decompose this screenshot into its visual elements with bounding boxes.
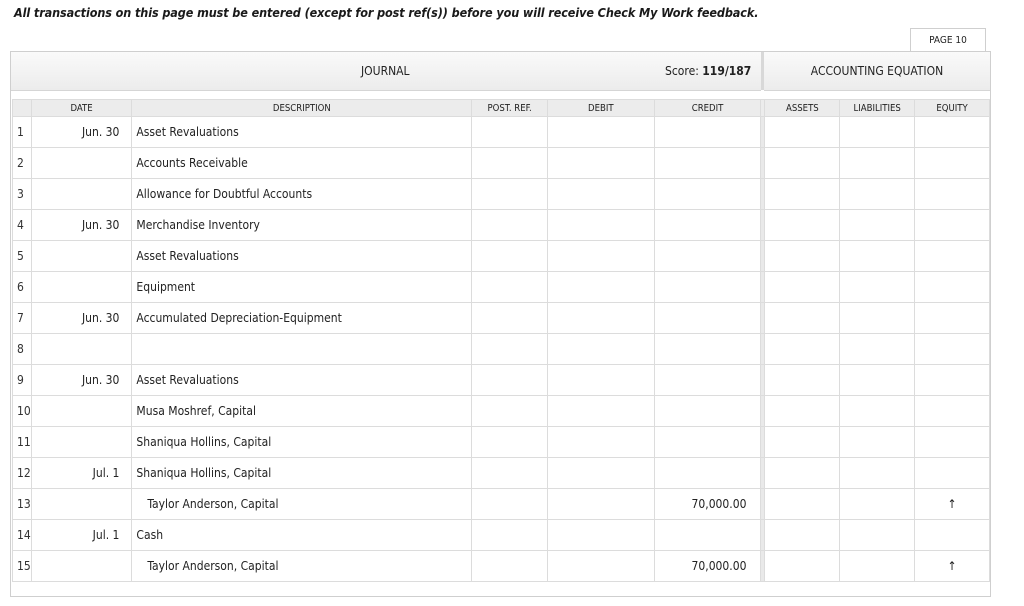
row-number: 5: [13, 241, 32, 272]
date-cell[interactable]: [31, 272, 132, 303]
description-cell[interactable]: Equipment: [132, 272, 472, 303]
post-ref-cell[interactable]: [472, 334, 548, 365]
debit-cell[interactable]: [548, 210, 655, 241]
table-row: [13, 365, 990, 396]
debit-cell[interactable]: [548, 396, 655, 427]
credit-cell[interactable]: [654, 148, 761, 179]
table-row: [13, 489, 990, 520]
debit-cell[interactable]: [548, 272, 655, 303]
row-number: 13: [13, 489, 32, 520]
row-number: 6: [13, 272, 32, 303]
equity-cell[interactable]: [915, 117, 990, 148]
credit-cell[interactable]: 70,000.00: [654, 489, 761, 520]
row-number: 8: [13, 334, 32, 365]
date-cell[interactable]: [31, 551, 132, 582]
description-cell[interactable]: Accounts Receivable: [132, 148, 472, 179]
equity-cell[interactable]: [915, 520, 990, 551]
description-cell[interactable]: Merchandise Inventory: [132, 210, 472, 241]
equity-cell[interactable]: [915, 396, 990, 427]
date-cell[interactable]: Jul. 1: [31, 520, 132, 551]
liabilities-cell[interactable]: [840, 179, 915, 210]
equity-cell[interactable]: [915, 179, 990, 210]
debit-cell[interactable]: [548, 334, 655, 365]
journal-header: [11, 52, 761, 91]
table-row: [13, 427, 990, 458]
liabilities-cell[interactable]: [840, 551, 915, 582]
date-cell[interactable]: Jun. 30: [31, 303, 132, 334]
credit-cell[interactable]: [654, 241, 761, 272]
liabilities-cell[interactable]: [840, 520, 915, 551]
liabilities-cell[interactable]: [840, 427, 915, 458]
post-ref-cell[interactable]: [472, 489, 548, 520]
liabilities-cell[interactable]: [840, 303, 915, 334]
debit-cell[interactable]: [548, 551, 655, 582]
row-number: 7: [13, 303, 32, 334]
score-display: [665, 64, 751, 78]
assets-cell[interactable]: [765, 179, 840, 210]
page-tab: PAGE 10: [910, 28, 986, 53]
assets-column-header: ASSETS: [765, 100, 840, 117]
equity-column-header: EQUITY: [915, 100, 990, 117]
table-row: [13, 396, 990, 427]
post-ref-cell[interactable]: [472, 148, 548, 179]
liabilities-cell[interactable]: [840, 117, 915, 148]
debit-column-header: DEBIT: [548, 100, 655, 117]
table-row: [13, 241, 990, 272]
liabilities-cell[interactable]: [840, 241, 915, 272]
debit-cell[interactable]: [548, 241, 655, 272]
equity-cell[interactable]: [915, 272, 990, 303]
table-row: [13, 117, 990, 148]
post-ref-cell[interactable]: [472, 427, 548, 458]
date-cell[interactable]: [31, 427, 132, 458]
description-cell[interactable]: Accumulated Depreciation-Equipment: [132, 303, 472, 334]
liabilities-cell[interactable]: [840, 365, 915, 396]
column-header-row: [13, 100, 990, 117]
date-cell[interactable]: Jun. 30: [31, 365, 132, 396]
description-cell[interactable]: Cash: [132, 520, 472, 551]
date-cell[interactable]: [31, 489, 132, 520]
table-row: [13, 179, 990, 210]
credit-cell[interactable]: [654, 396, 761, 427]
assets-cell[interactable]: [765, 396, 840, 427]
description-cell[interactable]: Shaniqua Hollins, Capital: [132, 427, 472, 458]
equity-cell[interactable]: [915, 458, 990, 489]
date-cell[interactable]: [31, 179, 132, 210]
assets-cell[interactable]: [765, 334, 840, 365]
equity-cell[interactable]: [915, 427, 990, 458]
assets-cell[interactable]: [765, 458, 840, 489]
assets-cell[interactable]: [765, 272, 840, 303]
date-column-header: DATE: [31, 100, 132, 117]
table-row: [13, 148, 990, 179]
description-cell[interactable]: Shaniqua Hollins, Capital: [132, 458, 472, 489]
date-cell[interactable]: [31, 334, 132, 365]
liabilities-cell[interactable]: [840, 489, 915, 520]
description-cell[interactable]: [132, 334, 472, 365]
table-row: [13, 272, 990, 303]
assets-cell[interactable]: [765, 427, 840, 458]
debit-cell[interactable]: [548, 179, 655, 210]
post-ref-cell[interactable]: [472, 551, 548, 582]
post-ref-cell[interactable]: [472, 458, 548, 489]
assets-cell[interactable]: [765, 551, 840, 582]
date-cell[interactable]: Jul. 1: [31, 458, 132, 489]
assets-cell[interactable]: [765, 210, 840, 241]
post-ref-cell[interactable]: [472, 365, 548, 396]
description-cell[interactable]: Asset Revaluations: [132, 117, 472, 148]
accounting-equation-title: ACCOUNTING EQUATION: [810, 64, 944, 78]
credit-cell[interactable]: [654, 458, 761, 489]
debit-cell[interactable]: [548, 427, 655, 458]
table-row: [13, 210, 990, 241]
liabilities-column-header: LIABILITIES: [840, 100, 915, 117]
date-cell[interactable]: Jun. 30: [31, 210, 132, 241]
debit-cell[interactable]: [548, 520, 655, 551]
liabilities-cell[interactable]: [840, 148, 915, 179]
debit-cell[interactable]: [548, 148, 655, 179]
table-row: [13, 334, 990, 365]
credit-cell[interactable]: [654, 179, 761, 210]
instruction-text: All transactions on this page must be entered (except for post ref(s)) before you will receive Check My Work feedback.: [14, 5, 759, 20]
credit-cell[interactable]: [654, 334, 761, 365]
assets-cell[interactable]: [765, 520, 840, 551]
description-cell[interactable]: Taylor Anderson, Capital: [132, 551, 472, 582]
row-number: 14: [13, 520, 32, 551]
assets-cell[interactable]: [765, 303, 840, 334]
equity-cell[interactable]: [915, 365, 990, 396]
accounting-equation-header: [764, 52, 990, 91]
equity-cell[interactable]: [915, 148, 990, 179]
liabilities-cell[interactable]: [840, 458, 915, 489]
liabilities-cell[interactable]: [840, 334, 915, 365]
equity-cell[interactable]: [915, 210, 990, 241]
row-number-header: [13, 100, 32, 117]
row-number: 1: [13, 117, 32, 148]
assets-cell[interactable]: [765, 148, 840, 179]
credit-cell[interactable]: [654, 303, 761, 334]
date-cell[interactable]: Jun. 30: [31, 117, 132, 148]
credit-cell[interactable]: 70,000.00: [654, 551, 761, 582]
equity-cell[interactable]: [915, 241, 990, 272]
description-cell[interactable]: Musa Moshref, Capital: [132, 396, 472, 427]
liabilities-cell[interactable]: [840, 396, 915, 427]
post-ref-cell[interactable]: [472, 272, 548, 303]
post-ref-column-header: POST. REF.: [472, 100, 548, 117]
equity-cell[interactable]: ↑: [915, 489, 990, 520]
assets-cell[interactable]: [765, 241, 840, 272]
date-cell[interactable]: [31, 396, 132, 427]
credit-cell[interactable]: [654, 427, 761, 458]
credit-cell[interactable]: [654, 520, 761, 551]
post-ref-cell[interactable]: [472, 117, 548, 148]
liabilities-cell[interactable]: [840, 272, 915, 303]
credit-cell[interactable]: [654, 365, 761, 396]
description-column-header: DESCRIPTION: [132, 100, 472, 117]
score-value: 119/187: [702, 64, 752, 78]
equity-cell[interactable]: ↑: [915, 551, 990, 582]
date-cell[interactable]: [31, 148, 132, 179]
assets-cell[interactable]: [765, 365, 840, 396]
row-number: 15: [13, 551, 32, 582]
post-ref-cell[interactable]: [472, 241, 548, 272]
score-label: Score:: [665, 64, 699, 78]
post-ref-cell[interactable]: [472, 210, 548, 241]
table-row: [13, 520, 990, 551]
row-number: 12: [13, 458, 32, 489]
debit-cell[interactable]: [548, 489, 655, 520]
credit-cell[interactable]: [654, 117, 761, 148]
description-cell[interactable]: Asset Revaluations: [132, 241, 472, 272]
debit-cell[interactable]: [548, 303, 655, 334]
credit-column-header: CREDIT: [654, 100, 761, 117]
description-cell[interactable]: Allowance for Doubtful Accounts: [132, 179, 472, 210]
journal-title: JOURNAL: [361, 64, 410, 78]
equity-cell[interactable]: [915, 334, 990, 365]
journal-table: [12, 99, 990, 582]
row-number: 2: [13, 148, 32, 179]
post-ref-cell[interactable]: [472, 303, 548, 334]
journal-panel: [10, 51, 991, 597]
debit-cell[interactable]: [548, 117, 655, 148]
post-ref-cell[interactable]: [472, 179, 548, 210]
date-cell[interactable]: [31, 241, 132, 272]
debit-cell[interactable]: [548, 365, 655, 396]
liabilities-cell[interactable]: [840, 210, 915, 241]
table-row: [13, 551, 990, 582]
row-number: 3: [13, 179, 32, 210]
debit-cell[interactable]: [548, 458, 655, 489]
credit-cell[interactable]: [654, 210, 761, 241]
credit-cell[interactable]: [654, 272, 761, 303]
equity-cell[interactable]: [915, 303, 990, 334]
assets-cell[interactable]: [765, 117, 840, 148]
table-row: [13, 458, 990, 489]
row-number: 4: [13, 210, 32, 241]
assets-cell[interactable]: [765, 489, 840, 520]
row-number: 9: [13, 365, 32, 396]
description-cell[interactable]: Taylor Anderson, Capital: [132, 489, 472, 520]
row-number: 11: [13, 427, 32, 458]
post-ref-cell[interactable]: [472, 520, 548, 551]
table-row: [13, 303, 990, 334]
row-number: 10: [13, 396, 32, 427]
description-cell[interactable]: Asset Revaluations: [132, 365, 472, 396]
post-ref-cell[interactable]: [472, 396, 548, 427]
